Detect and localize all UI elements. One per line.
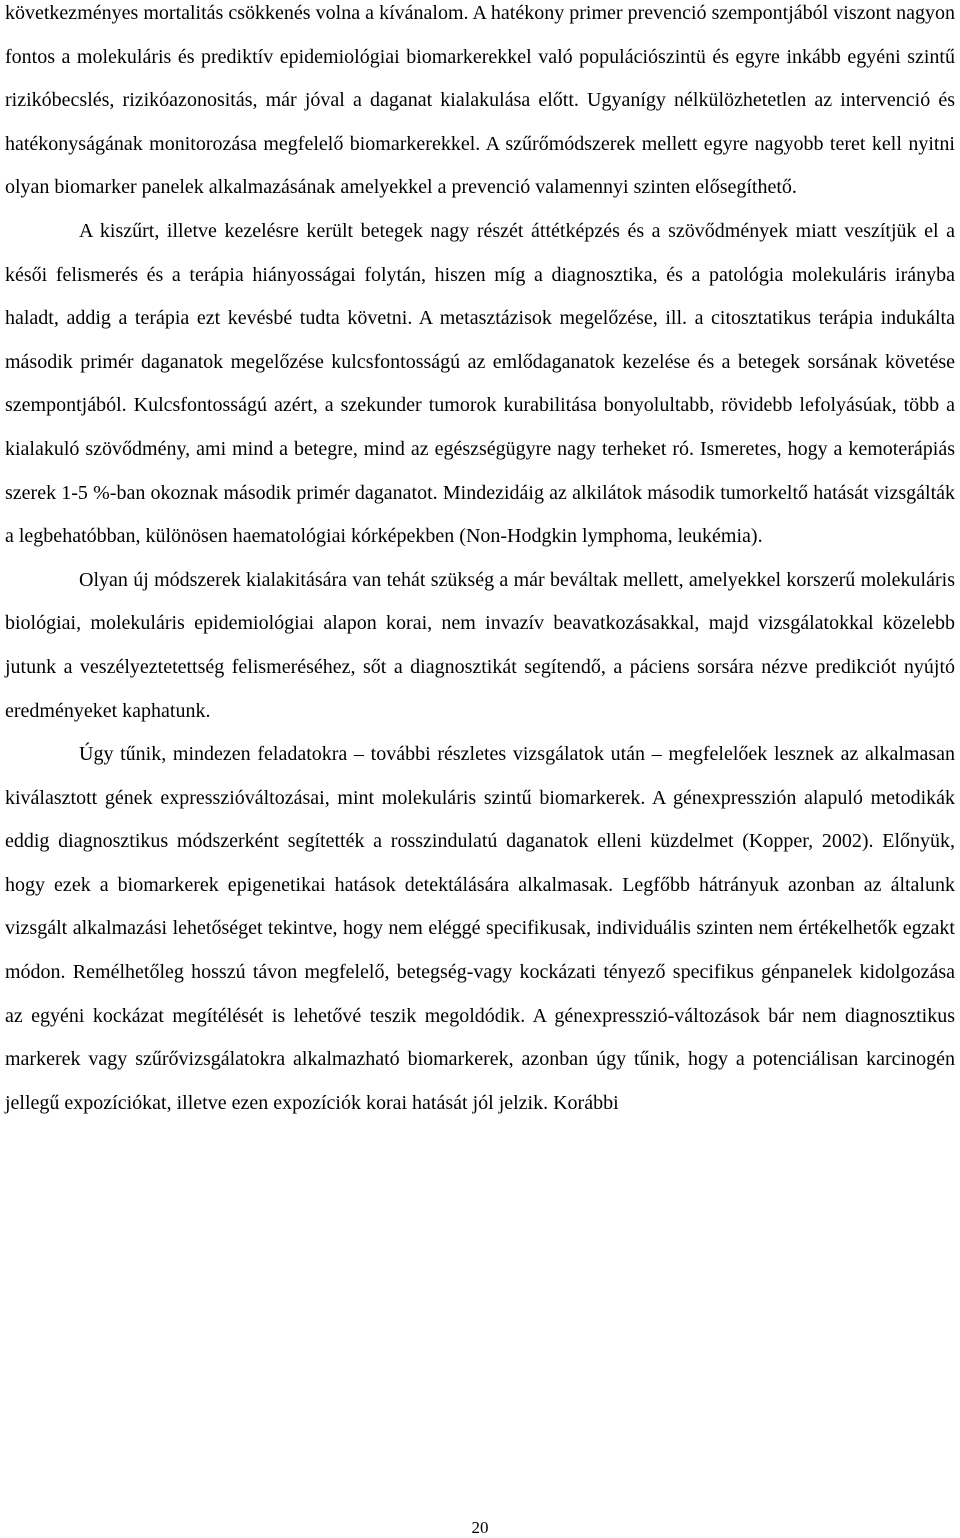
paragraph-2: A kiszűrt, illetve kezelésre került betegek nagy részét áttétképzés és a szövődmények miatt veszítjük el a késői felismerés és a terápia hiányosságai folytán, hiszen míg a diagnosztika, és a patológia molekuláris irányba haladt, addig a terápia ezt kevésbé tudta követni. A metasztázisok megelőzése, ill. a citosztatikus terápia indukálta második primér daganatok megelőzése kulcsfontosságú az emlődaganatok kezelése és a betegek sorsának követése szempontjából. Kulcsfontosságú azért, a szekunder tumorok kurabilitása bonyolultabb, rövidebb lefolyásúak, több a kialakuló szövődmény, ami mind a betegre, mind az egészségügyre nagy terheket ró. Ismeretes, hogy a kemoterápiás szerek 1-5 %-ban okoznak második primér daganatot. Mindezidáig az alkilátok második tumorkeltő hatását vizsgálták a legbehatóbban, különösen haematológiai kórképekben (Non-Hodgkin lymphoma, leukémia). bbox=[5, 219, 955, 548]
paragraph-1: következményes mortalitás csökkenés volna a kívánalom. A hatékony primer prevenció szempontjából viszont nagyon fontos a molekuláris és prediktív epidemiológiai biomarkerekkel való populációszintü és egyre inkább egyéni szintű rizikóbecslés, rizikóazonositás, már jóval a daganat kialakulása előtt. Ugyanígy nélkülözhetetlen az intervenció és hatékonyságának monitorozása megfelelő biomarkerekkel. A szűrőmódszerek mellett egyre nagyobb teret kell nyitni olyan biomarker panelek alkalmazásának amelyekkel a prevenció valamennyi szinten elősegíthető. bbox=[5, 2, 955, 199]
paragraph-4: Úgy tűnik, mindezen feladatokra – további részletes vizsgálatok után – megfelelőek lesznek az alkalmasan kiválasztott gének expresszióváltozásai, mint molekuláris szintű biomarkerek. A génexpresszión alapuló metodikák eddig diagnosztikus módszerként segítették a rosszindulatú daganatok elleni küzdelmet (Kopper, 2002). Előnyük, hogy ezek a biomarkerek epigenetikai hatások detektálására alkalmasak. Legfőbb hátrányuk azonban az általunk vizsgált alkalmazási lehetőséget tekintve, hogy nem eléggé specifikusak, individuális szinten nem értékelhetők egzakt módon. Remélhetőleg hosszú távon megfelelő, betegség-vagy kockázati tényező specifikus génpanelek kidolgozása az egyéni kockázat megítélését is lehetővé teszik megoldódik. A génexpresszió-változások bár nem diagnosztikus markerek vagy szűrővizsgálatokra alkalmazható biomarkerek, azonban úgy tűnik, hogy a potenciálisan karcinogén jellegű expozíciókat, illetve ezen expozíciók korai hatását jól jelzik. Korábbi bbox=[5, 743, 955, 1114]
paragraph-3: Olyan új módszerek kialakitására van tehát szükség a már beváltak mellett, amelyekkel korszerű molekuláris biológiai, molekuláris epidemiológiai alapon korai, nem invazív beavatkozásakkal, majd vizsgálatokkal közelebb jutunk a veszélyeztetettség felismeréséhez, sőt a diagnosztikát segítendő, a páciens sorsára nézve predikciót nyújtó eredményeket kaphatunk. bbox=[5, 568, 955, 722]
document-page bbox=[5, 0, 955, 1125]
page-number: 20 bbox=[471, 1518, 489, 1537]
